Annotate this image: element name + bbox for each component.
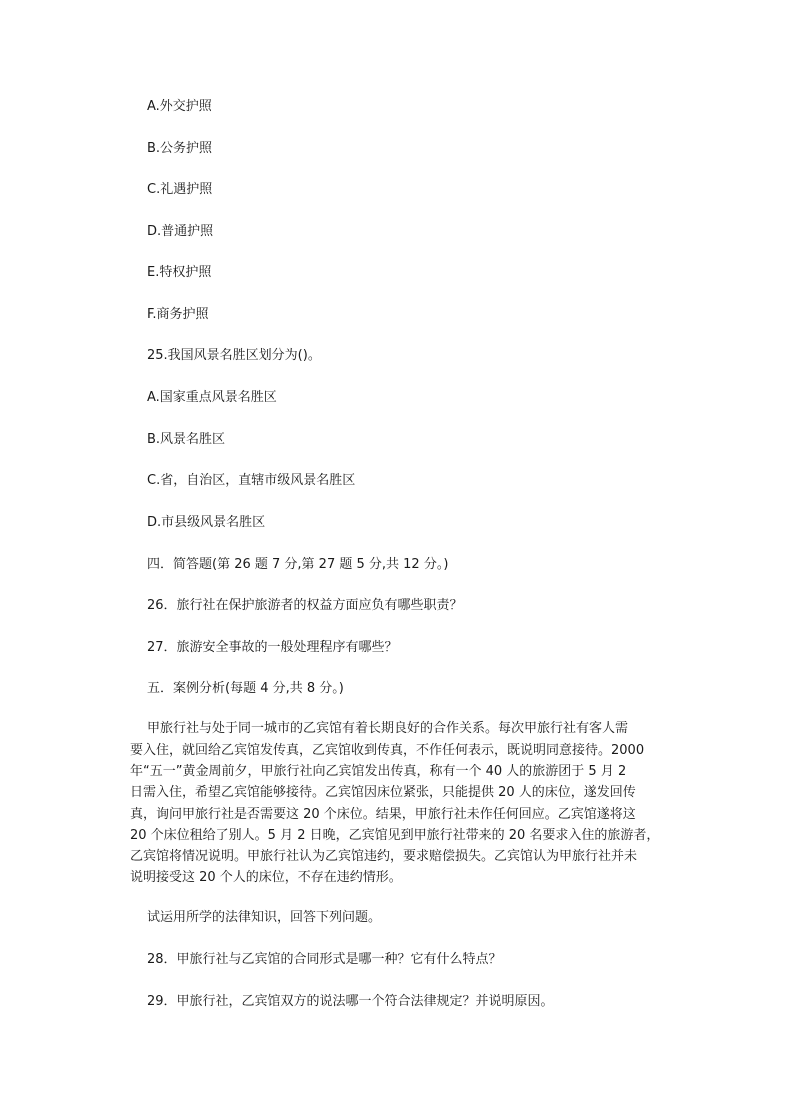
q25-option-b: B.风景名胜区 — [147, 432, 226, 447]
case-line-2: 要入住，就回给乙宾馆发传真，乙宾馆收到传真，不作任何表示，既说明同意接待。2000 — [130, 743, 645, 758]
q25-stem: 25.我国风景名胜区划分为()。 — [147, 348, 321, 363]
q24-option-d: D.普通护照 — [147, 224, 214, 239]
q24-option-b: B.公务护照 — [147, 141, 213, 156]
case-line-8: 说明接受这 20 个人的床位，不存在违约情形。 — [130, 870, 402, 885]
q25-option-d: D.市县级风景名胜区 — [147, 515, 266, 530]
question-26: 26．旅行社在保护旅游者的权益方面应负有哪些职责？ — [147, 598, 463, 613]
case-instruction: 试运用所学的法律知识，回答下列问题。 — [147, 910, 382, 925]
case-line-5: 真，询问甲旅行社是否需要这 20 个床位。结果，甲旅行社未作任何回应。乙宾馆遂将这 — [130, 807, 636, 822]
question-28: 28．甲旅行社与乙宾馆的合同形式是哪一种？它有什么特点？ — [147, 952, 502, 967]
section-4-heading: 四．简答题(第 26 题 7 分,第 27 题 5 分,共 12 分。) — [147, 557, 449, 572]
case-line-7: 乙宾馆将情况说明。甲旅行社认为乙宾馆违约，要求赔偿损失。乙宾馆认为甲旅行社并未 — [130, 849, 638, 864]
case-line-1: 甲旅行社与处于同一城市的乙宾馆有着长期良好的合作关系。每次甲旅行社有客人需 — [147, 721, 629, 736]
question-29: 29．甲旅行社，乙宾馆双方的说法哪一个符合法律规定？并说明原因。 — [147, 994, 554, 1009]
q24-option-c: C.礼遇护照 — [147, 182, 213, 197]
case-line-6: 20 个床位租给了别人。5 月 2 日晚，乙宾馆见到甲旅行社带来的 20 名要求入住的旅游者， — [130, 828, 660, 843]
q24-option-f: F.商务护照 — [147, 307, 209, 322]
case-line-4: 日需入住，希望乙宾馆能够接待。乙宾馆因床位紧张，只能提供 20 人的床位，遂发回传 — [130, 785, 636, 800]
q24-option-e: E.特权护照 — [147, 265, 212, 280]
section-5-heading: 五．案例分析(每题 4 分,共 8 分。) — [147, 681, 344, 696]
q25-option-a: A.国家重点风景名胜区 — [147, 390, 277, 405]
q25-option-c: C.省，自治区，直辖市级风景名胜区 — [147, 473, 356, 488]
q24-option-a: A.外交护照 — [147, 99, 212, 114]
case-line-3: 年“五一”黄金周前夕，甲旅行社向乙宾馆发出传真，称有一个 40 人的旅游团于 5 月 2 — [130, 764, 627, 779]
question-27: 27．旅游安全事故的一般处理程序有哪些？ — [147, 640, 398, 655]
